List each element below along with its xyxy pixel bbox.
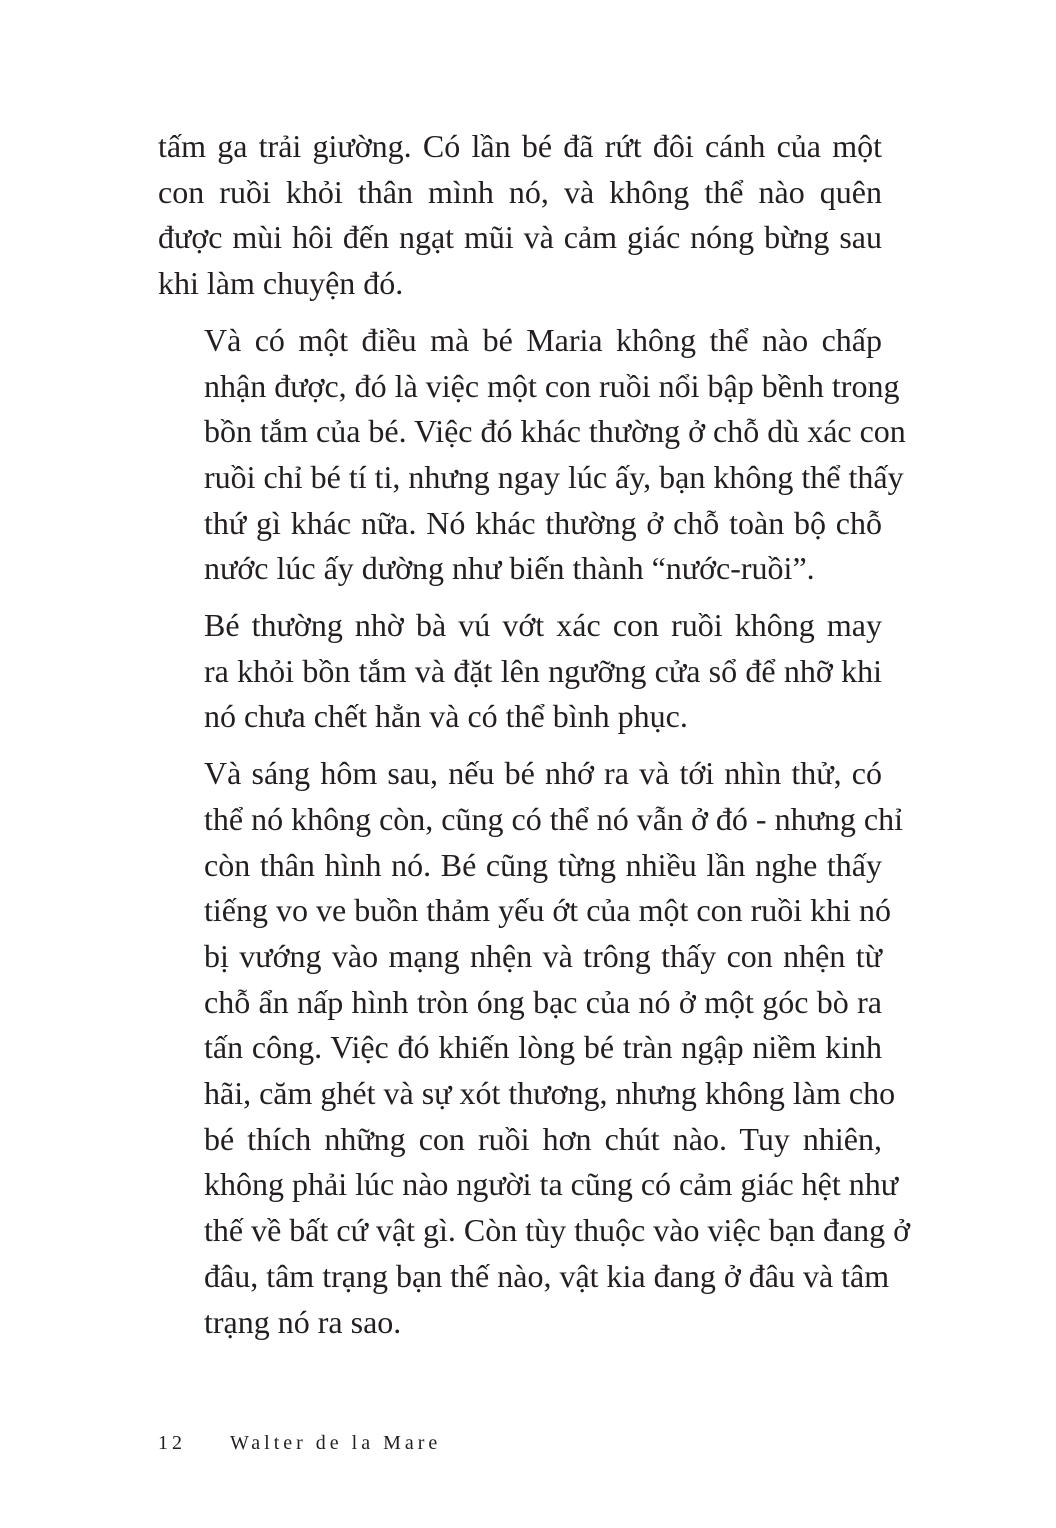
text-line: thể nó không còn, cũng có thể nó vẫn ở đó - nhưng chỉ (204, 800, 904, 837)
text-line: nhận được, đó là việc một con ruồi nổi bập bềnh trong (204, 367, 900, 404)
text-line: ruồi chỉ bé tí ti, nhưng ngay lúc ấy, bạn không thể thấy (204, 458, 904, 495)
text-line: được mùi hôi đến ngạt mũi và cảm giác nóng bừng sau (158, 219, 882, 256)
text-line: thứ gì khác nữa. Nó khác thường ở chỗ toàn bộ chỗ (204, 504, 882, 541)
running-footer-author: Walter de la Mare (230, 1432, 442, 1454)
text-line: nước lúc ấy dường như biến thành “nước-ruồi”. (204, 550, 815, 587)
text-line: tấn công. Việc đó khiến lòng bé tràn ngập niềm kinh (204, 1029, 882, 1066)
text-line: ra khỏi bồn tắm và đặt lên ngưỡng cửa sổ để nhỡ khi (204, 652, 882, 689)
paragraph (158, 751, 911, 1345)
paragraph (158, 603, 882, 740)
text-line: bị vướng vào mạng nhện và trông thấy con nhện từ (204, 937, 882, 974)
text-line: Và có một điều mà bé Maria không thể nào chấp (204, 321, 882, 358)
page-footer (158, 1432, 441, 1455)
paragraph (158, 318, 906, 592)
page-number: 12 (158, 1432, 186, 1454)
text-line: con ruồi khỏi thân mình nó, và không thể nào quên (158, 173, 882, 210)
text-line: Và sáng hôm sau, nếu bé nhớ ra và tới nhìn thử, có (204, 755, 882, 792)
text-line: trạng nó ra sao. (204, 1303, 402, 1340)
text-line: tiếng vo ve buồn thảm yếu ớt của một con ruồi khi nó (204, 892, 892, 929)
text-line: Bé thường nhờ bà vú vớt xác con ruồi không may (204, 607, 882, 644)
text-line: khi làm chuyện đó. (158, 265, 404, 302)
text-line: hãi, căm ghét và sự xót thương, nhưng không làm cho (204, 1075, 896, 1112)
text-line: bé thích những con ruồi hơn chút nào. Tuy nhiên, (204, 1120, 882, 1157)
paragraph (158, 124, 882, 307)
text-line: chỗ ẩn nấp hình tròn óng bạc của nó ở một góc bò ra (204, 983, 882, 1020)
text-line: không phải lúc nào người ta cũng có cảm giác hệt như (204, 1166, 899, 1203)
text-line: còn thân hình nó. Bé cũng từng nhiều lần nghe thấy (204, 846, 882, 883)
text-line: đâu, tâm trạng bạn thế nào, vật kia đang ở đâu và tâm (204, 1257, 890, 1294)
text-line: bồn tắm của bé. Việc đó khác thường ở chỗ dù xác con (204, 413, 906, 450)
text-line: thế về bất cứ vật gì. Còn tùy thuộc vào việc bạn đang ở (204, 1212, 911, 1249)
text-line: tấm ga trải giường. Có lần bé đã rứt đôi cánh của một (158, 128, 882, 164)
body-text (158, 124, 911, 1356)
text-line: nó chưa chết hẳn và có thể bình phục. (204, 698, 688, 735)
